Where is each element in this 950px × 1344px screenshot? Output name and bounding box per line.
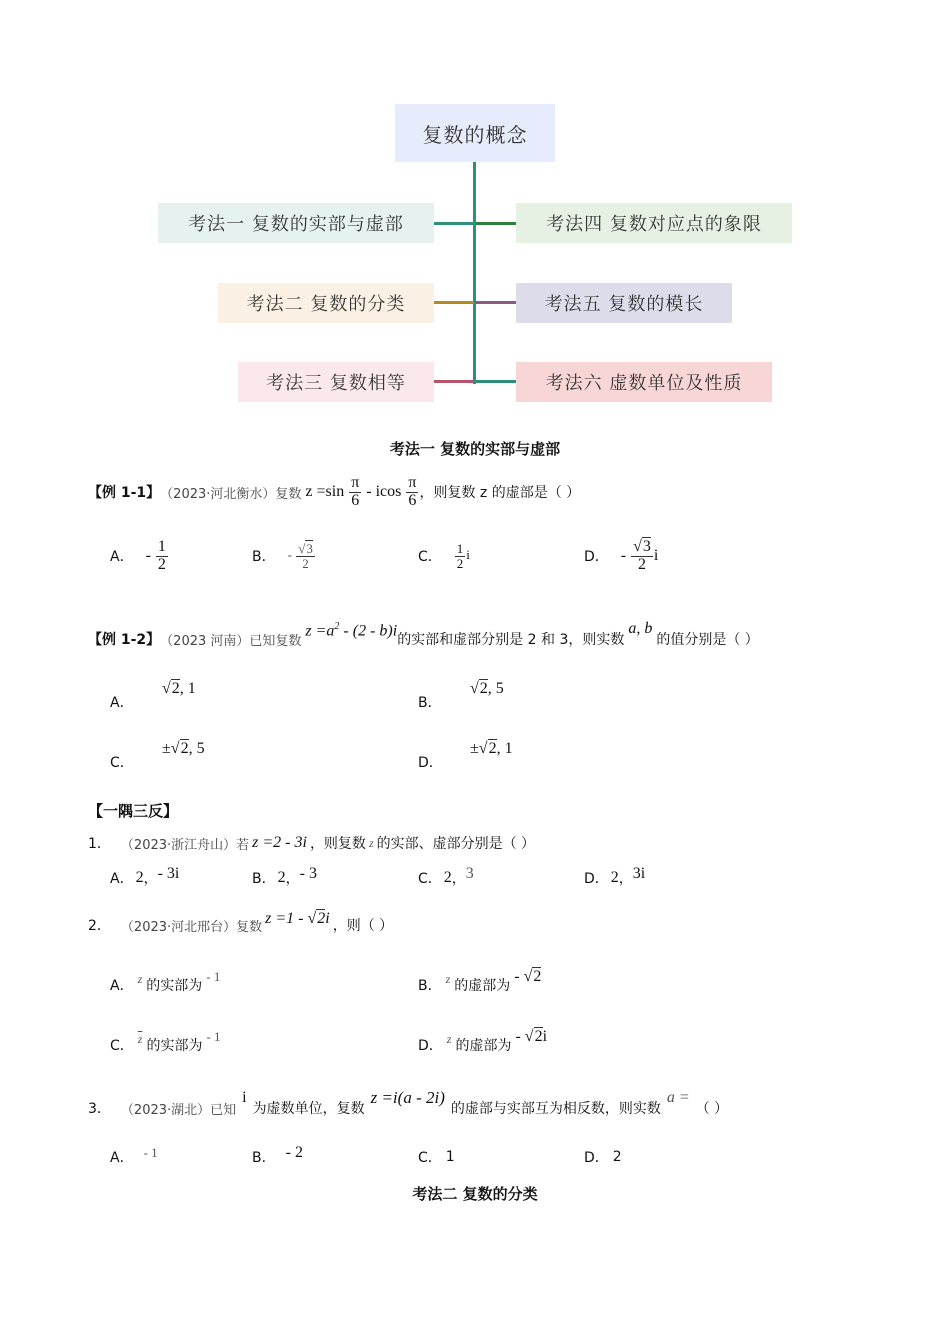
example-source: （2023·河北衡水）复数 <box>160 486 302 502</box>
option-a[interactable]: A． - 1 <box>110 1145 158 1166</box>
branch-line-l1 <box>434 222 474 225</box>
option-a[interactable]: A． z 的实部为 - 1 <box>110 969 221 994</box>
branch-line-r1 <box>476 222 516 225</box>
question-1: 1． （2023·浙江舟山）若 z =2 - 3i ，则复数 z 的实部、虚部分别是（ ） <box>88 834 536 853</box>
option-c[interactable]: C． $\frac{1}{2}$ i <box>418 540 470 571</box>
example-label: 【例 1-1】 <box>88 485 161 501</box>
example-source: （2023 河南）已知复数 <box>160 633 302 649</box>
section-title-1: 考法一 复数的实部与虚部 <box>389 440 561 458</box>
mindmap-node-l1: 考法一 复数的实部与虚部 <box>158 203 434 243</box>
equation: $z =a^2 - (2 - b)i$ <box>305 621 398 640</box>
mindmap-root: 复数的概念 <box>395 104 555 162</box>
example-label: 【例 1-2】 <box>88 632 161 648</box>
mindmap-node-l3: 考法三 复数相等 <box>238 362 434 402</box>
option-b[interactable]: B． - $\frac{√3}{2}$ <box>252 540 313 571</box>
mindmap-node-r3: 考法六 虚数单位及性质 <box>516 362 772 402</box>
question-mid: 的实部和虚部分别是 2 和 3，则实数 <box>397 632 625 648</box>
option-b[interactable]: B． z 的虚部为 - √2 <box>418 968 542 994</box>
question-tail: ，则复数 z 的虚部是（ ） <box>419 485 581 501</box>
mindmap-node-r1: 考法四 复数对应点的象限 <box>516 203 792 243</box>
example-1-2 <box>88 622 759 656</box>
option-b[interactable]: B． - 2 <box>252 1144 303 1166</box>
option-d[interactable]: D． z 的虚部为 - √2i <box>418 1028 548 1054</box>
branch-line-l3 <box>434 380 474 383</box>
option-c[interactable]: C． 2 ， 3 <box>418 865 474 887</box>
mindmap-node-l2: 考法二 复数的分类 <box>218 283 434 323</box>
option-c[interactable]: C． $\overline{z}$ 的实部为 - 1 <box>110 1029 221 1054</box>
mindmap-node-r2: 考法五 复数的模长 <box>516 283 732 323</box>
question-2: 2． （2023·河北邢台）复数 z =1 - √2i ，则（ ） <box>88 910 394 935</box>
question-3: 3． （2023·湖北）已知 i 为虚数单位，复数 z =i(a - 2i) 的虚部与实部互为相反数，则实数 a = （ ） <box>88 1088 729 1118</box>
example-1-1 <box>88 472 580 512</box>
option-d[interactable]: D． 2 <box>584 1149 622 1166</box>
variables: a, b <box>628 620 653 637</box>
branch-line-l2 <box>434 301 474 304</box>
option-d[interactable]: D． 2 ， 3i <box>584 865 646 887</box>
mindmap-trunk <box>473 162 476 384</box>
section-title-2: 考法二 复数的分类 <box>412 1185 538 1203</box>
option-a[interactable]: A． - $\frac{1}{2}$ <box>110 537 166 573</box>
question-tail: 的值分别是（ ） <box>656 632 759 648</box>
option-c[interactable]: C． 1 <box>418 1149 455 1166</box>
branch-line-r2 <box>476 301 516 304</box>
option-d[interactable]: D． - $\frac{√3}{2}$ i <box>584 537 659 573</box>
branch-line-r3 <box>476 380 516 383</box>
option-b[interactable]: B． 2 ， - 3 <box>252 865 317 887</box>
practice-title: 【一隅三反】 <box>88 802 179 820</box>
option-a[interactable]: A． 2 ， - 3i <box>110 865 180 887</box>
equation: z =sin $\frac{\pi}{6}$ - icos $\frac{\pi}{6}$ <box>305 473 417 509</box>
